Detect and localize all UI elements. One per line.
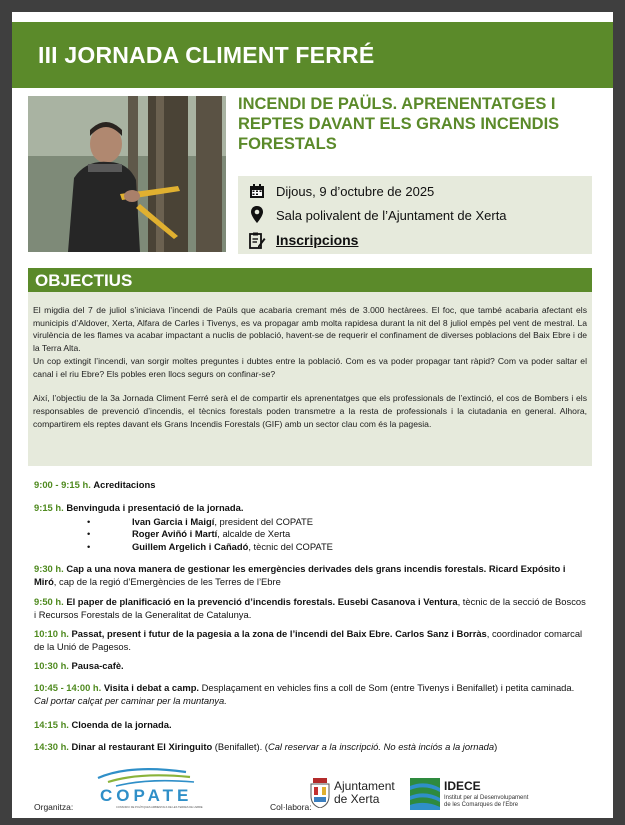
speakers-list	[34, 516, 590, 554]
objectives-paragraph-1: El migdia del 7 de juliol s’iniciava l’incendi de Paüls que acabaria cremant més de 3.000 hectàrees. El foc, que també acabaria afectant els municipis d’Aldover, Xerta, Alfara de Carles i Tivenys, es va propagar amb molta rapidesa durant la nit del 8 juliol empès pel vent de mestral. La virulència de les flames va acabar impactant a nuclis de població, havent-se de requerir el confinament de diverses poblacions del Baix Ebre i de la Terra Alta.	[33, 305, 587, 354]
objectives-paragraph-2: Un cop extingit l’incendi, van sorgir moltes preguntes i dubtes entre la població. Com es va poder propagar tant ràpid? Com va poder saltar el canal i el riu Ebre? Els pobles eren llocs segurs on confinar-se?	[33, 355, 587, 379]
schedule-time: 10:45 - 14:00 h.	[34, 682, 102, 693]
flyer-page	[12, 12, 613, 818]
schedule-note: Cal reservar a la inscripció. No està inciós a la jornada	[267, 741, 495, 752]
forest-worker-photo	[28, 96, 226, 252]
schedule-title: El paper de planificació en la prevenció d’incendis forestals. Eusebi Casanova i Ventura	[66, 596, 458, 607]
schedule-time: 10:30 h.	[34, 660, 69, 671]
footer	[12, 764, 613, 814]
coat-of-arms-icon	[310, 778, 330, 808]
idece-subtitle: Institut per al Desenvolupament de les Comarques de l’Ebre	[444, 795, 529, 808]
schedule-item-1	[34, 479, 590, 492]
idece-logo	[410, 778, 560, 814]
objectives-box	[28, 292, 592, 466]
registration-link[interactable]: Inscripcions	[276, 232, 359, 248]
schedule-time: 14:30 h.	[34, 741, 69, 752]
calendar-icon	[248, 182, 266, 200]
schedule-desc: (Benifallet). (	[212, 741, 268, 752]
objectives-paragraph-3: Així, l’objectiu de la 3a Jornada Climent Ferré serà el de compartir els aprenentatges que els professionals de l’extinció, el cos de Bombers i els responsables de prevenció d’incendis, el tècnics forestals poden transmetre a la resta de professionals i la ciutadania en general. Alhora, compartirem els reptes davant els Grans Incendis Forestals (GIF) amb un sector clau com és la pagesia.	[33, 393, 587, 429]
schedule-title: Cap a una nova manera de gestionar les emergències derivades dels grans incendis forestals. Ricard Expósito i Miró	[34, 563, 566, 587]
schedule-item-5	[34, 628, 590, 653]
schedule-desc: , cap de la regió d’Emergències de les Terres de l’Ebre	[53, 575, 281, 587]
schedule-title: Acreditacions	[93, 479, 156, 490]
form-edit-icon	[248, 231, 266, 249]
schedule-item-6	[34, 660, 590, 673]
copate-name: COPATE	[100, 786, 193, 805]
copate-logo	[90, 764, 203, 814]
schedule-time: 9:30 h.	[34, 563, 64, 574]
location-pin-icon	[248, 206, 266, 224]
copate-subtitle: CONSORCI DE POLÍTIQUES AMBIENTALS DE LES TERRES DE L'EBRE	[116, 806, 203, 809]
schedule-item-9: 14:30 h. Dinar al restaurant El Xiringuito (Benifallet). (Cal reservar a la inscripció. No està inciós a la jornada)	[34, 741, 498, 752]
schedule-item-7	[34, 682, 590, 707]
schedule-title: Cloenda de la jornada.	[71, 719, 172, 730]
registration-row[interactable]	[248, 230, 358, 250]
ajuntament-text: Ajuntament de Xerta	[334, 779, 395, 806]
page-title: III JORNADA CLIMENT FERRÉ	[38, 42, 375, 68]
schedule-desc: , coordinador comarcal de la Unió de Pagesos.	[34, 628, 583, 652]
schedule-time: 14:15 h.	[34, 719, 69, 730]
event-location: Sala polivalent de l’Ajuntament de Xerta	[276, 207, 507, 223]
schedule-title: Benvinguda i presentació de la jornada.	[66, 502, 244, 513]
event-date: Dijous, 9 d’octubre de 2025	[276, 183, 435, 199]
speaker-item: • Guillem Argelich i Cañadó, tècnic del COPATE	[34, 541, 590, 554]
schedule-item-8	[34, 719, 590, 732]
event-location-row	[248, 205, 507, 225]
schedule-time: 9:15 h.	[34, 502, 64, 513]
collaborator-label: Col·labora:	[270, 802, 312, 812]
objectives-heading: OBJECTIUS	[28, 268, 592, 292]
event-title: INCENDI DE PAÜLS. APRENENTATGES I REPTES DAVANT ELS GRANS INCENDIS FORESTALS	[238, 95, 560, 153]
schedule-title: Pausa-cafè.	[71, 660, 124, 671]
schedule-time: 9:50 h.	[34, 596, 64, 607]
schedule-title: Visita i debat a camp.	[103, 682, 200, 693]
schedule-title: Passat, present i futur de la pagesia a la zona de l’incendi del Baix Ebre. Carlos Sanz i Borràs	[71, 628, 487, 639]
ajuntament-xerta-logo	[310, 774, 394, 812]
schedule-title: Dinar al restaurant El Xiringuito	[71, 741, 213, 752]
schedule-item-3	[34, 563, 590, 588]
schedule-item-4	[34, 596, 590, 621]
idece-mark-icon	[410, 778, 440, 810]
speaker-item: • Roger Aviñó i Martí, alcalde de Xerta	[34, 528, 590, 541]
schedule-time: 10:10 h.	[34, 628, 69, 639]
event-date-row	[248, 181, 434, 201]
speaker-item: • Ivan Garcia i Maigí, president del COPATE	[34, 516, 590, 529]
copate-waves-icon	[90, 764, 200, 788]
schedule-desc: Desplaçament en vehicles fins a coll de Som (entre Tivenys i Benifallet) i petita caminada.	[199, 682, 575, 693]
schedule-desc: , tècnic de la secció de Boscos i Recursos Forestals de la Generalitat de Catalunya.	[34, 596, 586, 620]
event-photo	[28, 96, 226, 252]
header-banner	[12, 22, 613, 88]
schedule-time: 9:00 - 9:15 h.	[34, 479, 91, 490]
idece-name: IDECE	[444, 779, 481, 793]
schedule-item-2	[34, 502, 590, 553]
event-info-box	[238, 176, 592, 254]
organizer-label: Organitza:	[34, 802, 74, 812]
schedule-note: Cal portar calçat per caminar per la muntanya.	[34, 694, 227, 706]
